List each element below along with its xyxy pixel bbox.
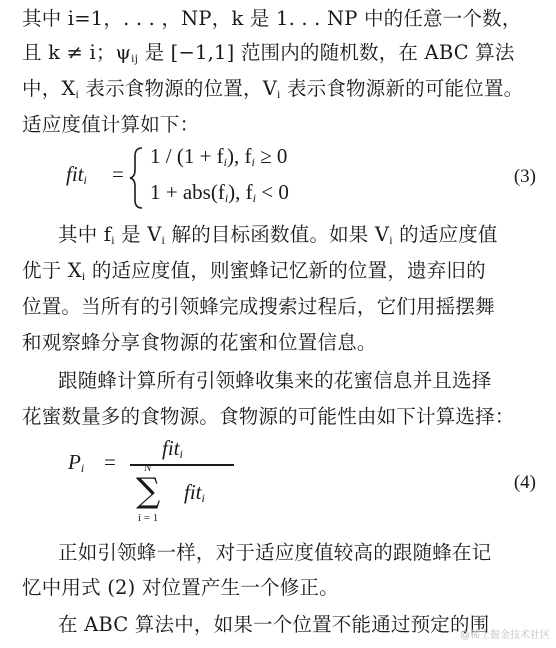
eq3-c2-sub2: i: [252, 191, 257, 205]
eq4-lhs: [68, 450, 84, 476]
subscript: i: [389, 233, 393, 247]
equation-number-3: (3): [513, 166, 536, 187]
text-line-12: 忆中用式 (2) 对位置产生一个修正。: [22, 576, 339, 599]
subscript: i: [81, 269, 86, 283]
text-seg: 且 k ≠ i；ψ: [22, 41, 132, 64]
eq4-numerator: [162, 436, 183, 462]
eq3-c1-cond: ≥ 0: [254, 144, 288, 168]
text-line-3: [22, 74, 542, 109]
text-seg: 的适应度值: [392, 223, 498, 246]
eq3-lhs-sub: i: [83, 173, 87, 187]
subscript: i: [111, 233, 115, 247]
eq3-c2b: ), f: [228, 180, 253, 204]
text-line-6: [22, 256, 542, 291]
eq4-num-text: fit: [162, 436, 180, 460]
text-line-10: 花蜜数量多的食物源。食物源的可能性由如下计算选择：: [22, 405, 515, 428]
subscript: i: [75, 87, 80, 101]
eq4-sum-lower: i = 1: [138, 512, 159, 524]
text-line-1: 其中 i=1，. . . ，NP，k 是 1. . . NP 中的任意一个数，: [22, 7, 522, 30]
text-seg: 是 V: [114, 223, 162, 246]
text-seg: 优于 X: [22, 259, 82, 282]
text-line-8: 和观察蜂分享食物源的花蜜和位置信息。: [22, 331, 377, 354]
eq4-sum-upper: N: [144, 462, 152, 474]
text-line-11: 正如引领蜂一样，对于适应度值较高的跟随蜂在记: [58, 541, 492, 564]
eq3-c1-sub: i: [223, 155, 228, 169]
eq4-denominator: [184, 480, 205, 506]
text-seg: 是 [−1,1] 范围内的随机数，在 ABC 算法: [138, 41, 515, 64]
eq4-den-text: fit: [184, 480, 202, 504]
text-line-5: [58, 220, 556, 255]
text-seg: 表示食物源新的可能位置。: [280, 77, 524, 100]
subscript: i: [161, 233, 166, 247]
eq4-equals: =: [104, 450, 116, 474]
eq3-case-2: [150, 180, 289, 206]
eq3-c1b: ), f: [227, 144, 252, 168]
eq3-brace: [128, 146, 146, 210]
equation-4: [0, 436, 556, 536]
eq3-c1-sub2: i: [251, 155, 255, 169]
text-seg: 解的目标函数值。如果 V: [165, 223, 390, 246]
equation-3: [0, 142, 556, 212]
eq3-case-1: [150, 144, 287, 170]
text-line-4: 适应度值计算如下：: [22, 113, 200, 136]
eq4-num-sub: i: [179, 447, 183, 461]
eq3-lhs-text: fit: [66, 162, 84, 186]
eq3-c2a: 1 + abs(f: [150, 180, 225, 204]
eq4-sigma: ∑: [136, 471, 161, 511]
text-line-2: [22, 38, 542, 73]
text-seg: 的适应度值，则蜜蜂记忆新的位置，遗弃旧的: [85, 259, 486, 282]
eq4-lhs-text: P: [68, 450, 81, 474]
subscript: ij: [131, 51, 139, 65]
eq3-c1a: 1 / (1 + f: [150, 144, 224, 168]
eq4-lhs-sub: i: [80, 461, 85, 475]
watermark: @稀土掘金技术社区: [460, 630, 550, 641]
text-seg: 表示食物源的位置，V: [79, 77, 278, 100]
text-line-7: 位置。当所有的引领蜂完成搜索过程后，它们用摇摆舞: [22, 295, 495, 318]
text-seg: 其中 f: [58, 223, 112, 246]
eq3-c2-sub: i: [224, 191, 229, 205]
eq4-den-sub: i: [201, 491, 205, 505]
eq3-equals: =: [112, 162, 124, 186]
eq3-lhs: [66, 162, 87, 188]
text-line-13: 在 ABC 算法中，如果一个位置不能通过预定的围: [58, 613, 490, 636]
subscript: i: [277, 87, 281, 101]
equation-number-4: (4): [513, 472, 536, 493]
text-line-9: 跟随蜂计算所有引领蜂收集来的花蜜信息并且选择: [58, 369, 492, 392]
eq3-c2-cond: < 0: [256, 180, 289, 204]
text-seg: 中，X: [22, 77, 76, 100]
